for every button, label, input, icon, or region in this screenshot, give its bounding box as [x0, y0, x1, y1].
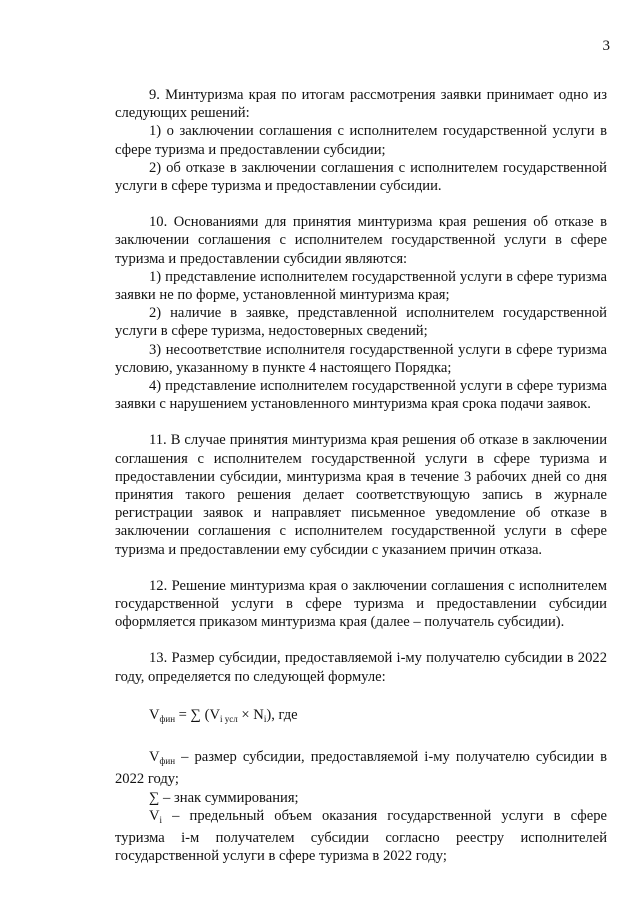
paragraph-10: 10. Основаниями для принятия минтуризма края решения об отказе в заключении соглашения с исполнителем государственной услуги в сфере туризма и предоставлении субсидии являются: [115, 214, 607, 267]
definition-vi-text: – предельный объем оказания государственной услуги в сфере туризма i-м получателем субсидии согласно реестру исполнителей государственной услуги в сфере туризма в 2022 году; [115, 807, 607, 865]
definition-vi-symbol: V [149, 807, 160, 824]
definition-vi-subscript: i [159, 814, 163, 825]
document-body [115, 86, 607, 865]
subsidy-formula [115, 706, 607, 728]
spacer [115, 195, 607, 213]
definition-vi [115, 807, 607, 866]
formula-vi-subscript: i усл [220, 713, 238, 724]
definition-v-text: – размер субсидии, предоставляемой i-му получателю субсидии в 2022 году; [115, 749, 607, 788]
paragraph-10-item-3: 3) несоответствие исполнителя государственной услуги в сфере туризма условию, указанному в пункте 4 настоящего Порядка; [115, 341, 607, 376]
formula-ni-subscript: i [263, 713, 267, 724]
formula-tail: ), где [266, 706, 298, 723]
paragraph-11: 11. В случае принятия минтуризма края решения об отказе в заключении соглашения с исполнителем государственной услуги в сфере туризма и предоставлении субсидии, минтуризма края в течение 3 рабочих дней со дня принятия такого решения делает соответствующую запись в журнале регистрации заявок и направляет письменное уведомление об отказе в заключении соглашения с исполнителем государственной услуги в сфере туризма и предоставлении ему субсидии с указанием причин отказа. [115, 432, 607, 558]
formula-v: V [149, 706, 160, 723]
paragraph-12: 12. Решение минтуризма края о заключении соглашения с исполнителем государственной услуги в сфере туризма и предоставлении субсидии оформляется приказом минтуризма края (далее – получатель субсидии). [115, 577, 607, 631]
page-number: 3 [602, 38, 610, 54]
definition-v-symbol: V [149, 749, 160, 766]
spacer [115, 728, 607, 748]
paragraph-10-item-1: 1) представление исполнителем государственной услуги в сфере туризма заявки не по форме, установленной минтуризма края; [115, 268, 607, 304]
paragraph-9: 9. Минтуризма края по итогам рассмотрения заявки принимает одно из следующих решений: [115, 87, 607, 122]
definition-v-fin [115, 748, 607, 788]
paragraph-13: 13. Размер субсидии, предоставляемой i-му получателю субсидии в 2022 году, определяется по следующей формуле: [115, 650, 607, 685]
paragraph-9-item-2: 2) об отказе в заключении соглашения с исполнителем государственной услуги в сфере туризма и предоставлении субсидии. [115, 159, 607, 195]
paragraph-10-item-4: 4) представление исполнителем государственной услуги в сфере туризма заявки с нарушением установленного минтуризма края срока подачи заявок. [115, 378, 607, 413]
spacer [115, 631, 607, 649]
spacer [115, 686, 607, 706]
paragraph-9-item-1: 1) о заключении соглашения с исполнителем государственной услуги в сфере туризма и предоставлении субсидии; [115, 123, 607, 158]
definition-sum: ∑ – знак суммирования; [149, 789, 299, 806]
formula-times-n: × N [237, 706, 264, 723]
formula-equals-sum: = ∑ (V [175, 706, 220, 723]
spacer [115, 413, 607, 431]
paragraph-10-item-2: 2) наличие в заявке, представленной исполнителем государственной услуги в сфере туризма, недостоверных сведений; [115, 305, 607, 340]
formula-v-subscript: фин [159, 713, 176, 724]
spacer [115, 559, 607, 577]
definition-v-subscript: фин [159, 756, 176, 767]
